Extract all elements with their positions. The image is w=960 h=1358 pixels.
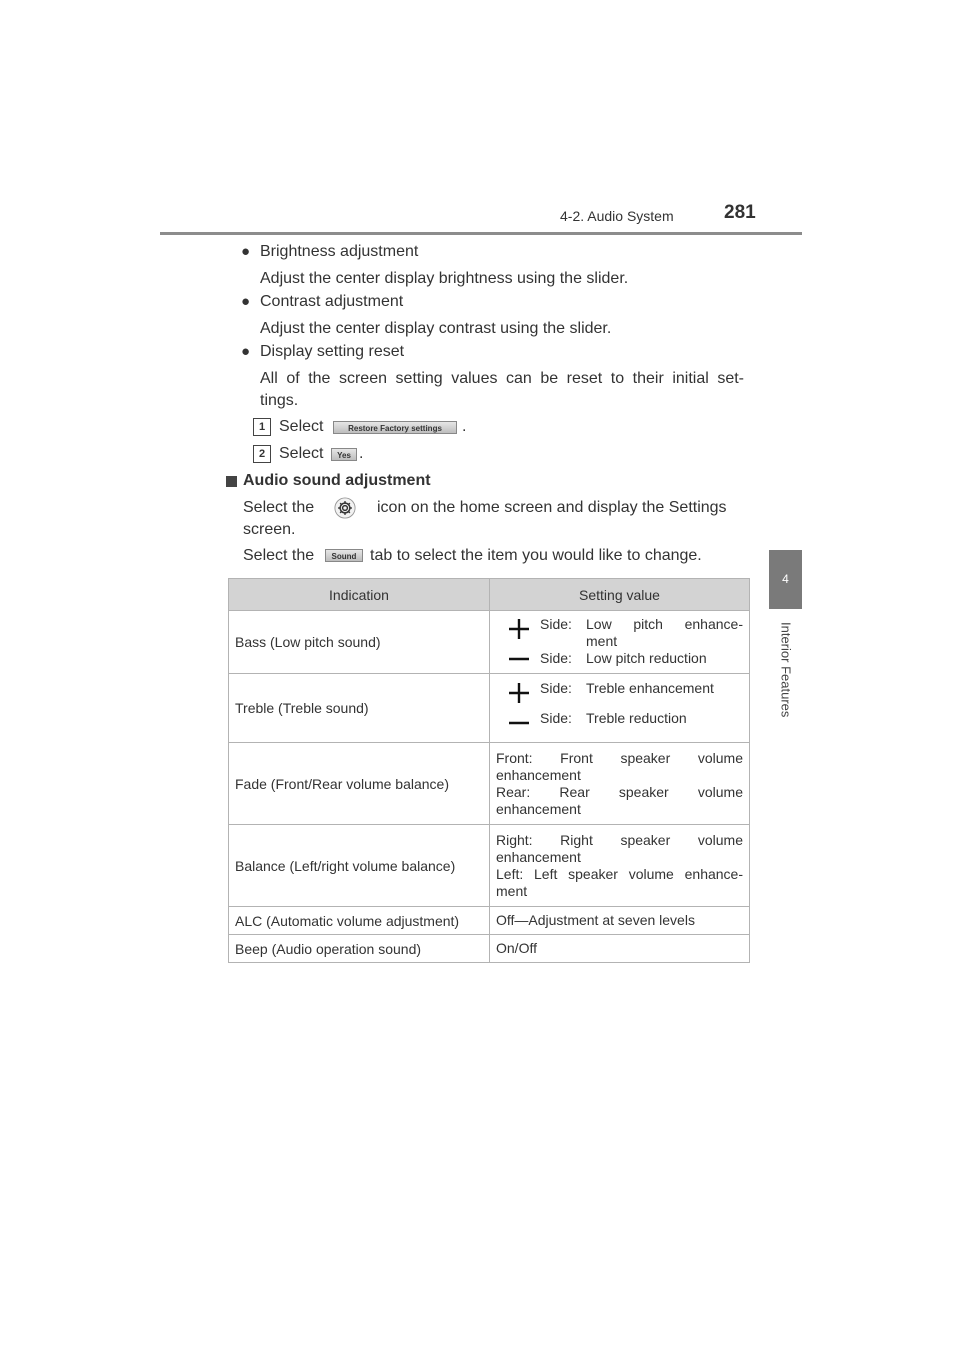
table-row	[229, 743, 750, 825]
treble-plus-text: Treble enhancement	[586, 680, 714, 696]
bullet-body-brightness: Adjust the center display brightness using the slider.	[260, 270, 629, 287]
audio-settings-table	[228, 578, 750, 963]
bass-minus-text: Low pitch reduction	[586, 650, 707, 666]
bullet-icon: ●	[241, 293, 251, 310]
value-balance	[490, 825, 750, 907]
balance-value-line4: ment	[496, 882, 528, 899]
bullet-body-reset-line1: All of the screen setting values can be reset to their initial set-	[260, 370, 744, 387]
indication-alc: ALC (Automatic volume adjustment)	[229, 907, 490, 935]
bass-minus-side-label: Side:	[540, 650, 572, 666]
bullet-icon: ●	[241, 343, 251, 360]
plus-icon	[508, 618, 530, 640]
step-1-suffix: .	[462, 418, 467, 435]
indication-balance: Balance (Left/right volume balance)	[229, 825, 490, 907]
fade-value-line3: Rear: Rear speaker volume	[496, 783, 743, 800]
table-row	[229, 611, 750, 674]
sound-tab-button[interactable]: Sound	[325, 549, 363, 562]
audio-line1-prefix: Select the	[243, 499, 315, 516]
step-number-2: 2	[253, 445, 271, 463]
section-title: 4-2. Audio System	[560, 208, 674, 224]
audio-section-title: Audio sound adjustment	[243, 472, 431, 489]
chapter-label: Interior Features	[778, 622, 794, 718]
bullet-title-reset: Display setting reset	[260, 343, 405, 360]
value-alc: Off—Adjustment at seven levels	[490, 907, 750, 935]
restore-factory-settings-button[interactable]: Restore Factory settings	[333, 421, 457, 434]
audio-line1-suffix: icon on the home screen and display the Settings	[377, 499, 727, 516]
minus-icon	[508, 648, 530, 670]
bullet-body-reset-line2: tings.	[260, 392, 299, 409]
fade-value-line1: Front: Front speaker volume	[496, 749, 743, 766]
bass-plus-side-label: Side:	[540, 616, 572, 632]
indication-bass: Bass (Low pitch sound)	[229, 611, 490, 674]
balance-value-line3: Left: Left speaker volume enhance-	[496, 865, 743, 882]
bullet-body-contrast: Adjust the center display contrast using the slider.	[260, 320, 612, 337]
bullet-title-brightness: Brightness adjustment	[260, 243, 419, 260]
settings-gear-icon	[334, 497, 356, 519]
step-2-suffix: .	[359, 445, 364, 462]
treble-minus-text: Treble reduction	[586, 710, 687, 726]
value-beep: On/Off	[490, 935, 750, 963]
value-fade	[490, 743, 750, 825]
balance-value-line2: enhancement	[496, 848, 581, 865]
header-rule	[160, 232, 802, 235]
audio-line3-suffix: tab to select the item you would like to change.	[370, 547, 702, 564]
table-row	[229, 674, 750, 743]
value-treble	[490, 674, 750, 743]
section-marker-icon	[226, 476, 237, 487]
bullet-title-contrast: Contrast adjustment	[260, 293, 404, 310]
bullet-icon: ●	[241, 243, 251, 260]
bass-plus-text-line2: ment	[586, 633, 618, 649]
column-header-indication: Indication	[229, 579, 490, 611]
page-number: 281	[724, 202, 756, 223]
audio-line2: screen.	[243, 521, 296, 538]
indication-beep: Beep (Audio operation sound)	[229, 935, 490, 963]
treble-minus-side-label: Side:	[540, 710, 572, 726]
table-row	[229, 825, 750, 907]
bass-plus-text-line1: Low pitch enhance-	[586, 616, 743, 632]
fade-value-line2: enhancement	[496, 766, 581, 783]
minus-icon	[508, 712, 530, 734]
fade-value-line4: enhancement	[496, 800, 581, 817]
column-header-setting-value: Setting value	[490, 579, 750, 611]
balance-value-line1: Right: Right speaker volume	[496, 831, 743, 848]
indication-treble: Treble (Treble sound)	[229, 674, 490, 743]
step-number-1: 1	[253, 418, 271, 436]
table-row	[229, 907, 750, 935]
chapter-number: 4	[782, 572, 789, 586]
treble-plus-side-label: Side:	[540, 680, 572, 696]
indication-fade: Fade (Front/Rear volume balance)	[229, 743, 490, 825]
step-1-prefix: Select	[279, 418, 324, 435]
table-row	[229, 935, 750, 963]
yes-button[interactable]: Yes	[331, 448, 357, 461]
plus-icon	[508, 682, 530, 704]
value-bass	[490, 611, 750, 674]
table-header-row	[229, 579, 750, 611]
audio-line3-prefix: Select the	[243, 547, 315, 564]
step-2-prefix: Select	[279, 445, 324, 462]
